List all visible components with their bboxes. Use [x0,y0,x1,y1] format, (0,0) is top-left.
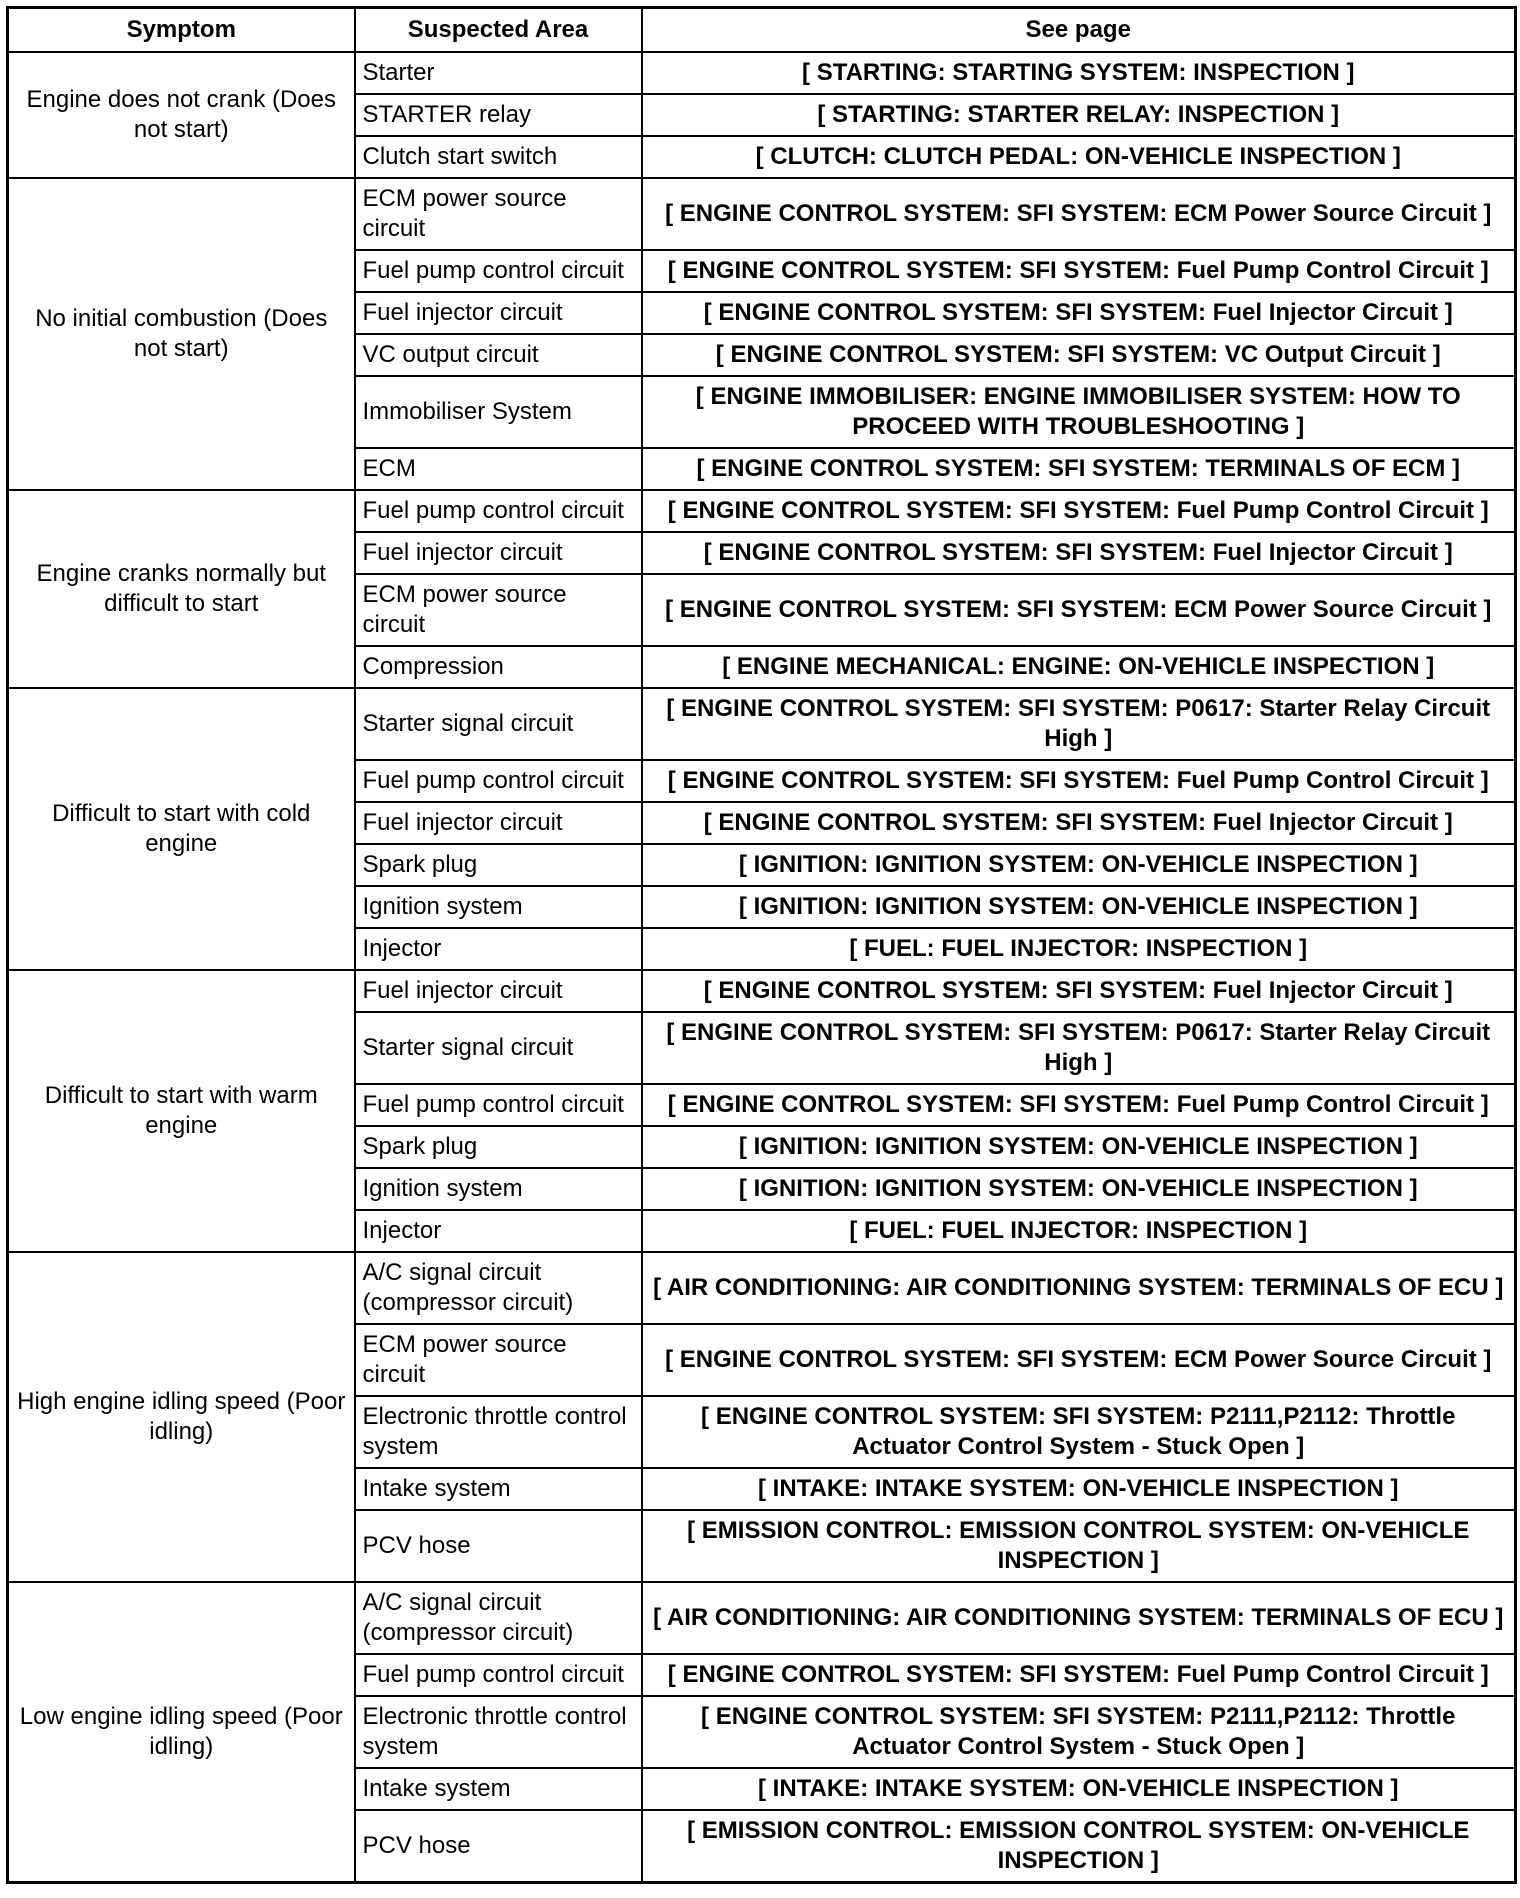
table-row [8,970,1516,1012]
table-row [8,1252,1516,1324]
see-page-link[interactable]: [ ENGINE CONTROL SYSTEM: SFI SYSTEM: Fuel Pump Control Circuit ] [642,1654,1516,1696]
see-page-link[interactable]: [ AIR CONDITIONING: AIR CONDITIONING SYSTEM: TERMINALS OF ECU ] [642,1582,1516,1654]
troubleshooting-table-container [6,6,1514,1884]
see-page-link[interactable]: [ ENGINE MECHANICAL: ENGINE: ON-VEHICLE INSPECTION ] [642,646,1516,688]
see-page-link[interactable]: [ IGNITION: IGNITION SYSTEM: ON-VEHICLE INSPECTION ] [642,886,1516,928]
problem-symptoms-table [6,6,1517,1884]
suspected-area-cell: Immobiliser System [355,376,642,448]
suspected-area-cell: Intake system [355,1468,642,1510]
suspected-area-cell: Injector [355,928,642,970]
suspected-area-cell: Spark plug [355,844,642,886]
suspected-area-cell: Fuel injector circuit [355,802,642,844]
see-page-link[interactable]: [ ENGINE CONTROL SYSTEM: SFI SYSTEM: Fuel Injector Circuit ] [642,970,1516,1012]
suspected-area-cell: Clutch start switch [355,136,642,178]
see-page-link[interactable]: [ INTAKE: INTAKE SYSTEM: ON-VEHICLE INSPECTION ] [642,1468,1516,1510]
suspected-area-cell: ECM power source circuit [355,574,642,646]
suspected-area-cell: Fuel pump control circuit [355,490,642,532]
see-page-link[interactable]: [ IGNITION: IGNITION SYSTEM: ON-VEHICLE INSPECTION ] [642,1168,1516,1210]
suspected-area-cell: Injector [355,1210,642,1252]
see-page-link[interactable]: [ ENGINE CONTROL SYSTEM: SFI SYSTEM: Fuel Injector Circuit ] [642,802,1516,844]
table-row [8,178,1516,250]
suspected-area-cell: STARTER relay [355,94,642,136]
see-page-link[interactable]: [ ENGINE CONTROL SYSTEM: SFI SYSTEM: ECM Power Source Circuit ] [642,574,1516,646]
see-page-link[interactable]: [ ENGINE CONTROL SYSTEM: SFI SYSTEM: ECM Power Source Circuit ] [642,178,1516,250]
header-see-page: See page [642,8,1516,53]
suspected-area-cell: Fuel pump control circuit [355,1084,642,1126]
suspected-area-cell: ECM power source circuit [355,178,642,250]
see-page-link[interactable]: [ ENGINE CONTROL SYSTEM: SFI SYSTEM: P2111,P2112: Throttle Actuator Control System - Stuck Open ] [642,1696,1516,1768]
see-page-link[interactable]: [ ENGINE CONTROL SYSTEM: SFI SYSTEM: Fuel Injector Circuit ] [642,532,1516,574]
symptom-cell: Difficult to start with cold engine [8,688,355,970]
symptom-cell: No initial combustion (Does not start) [8,178,355,490]
table-row [8,52,1516,94]
see-page-link[interactable]: [ STARTING: STARTER RELAY: INSPECTION ] [642,94,1516,136]
suspected-area-cell: ECM power source circuit [355,1324,642,1396]
suspected-area-cell: Fuel pump control circuit [355,250,642,292]
see-page-link[interactable]: [ CLUTCH: CLUTCH PEDAL: ON-VEHICLE INSPECTION ] [642,136,1516,178]
see-page-link[interactable]: [ STARTING: STARTING SYSTEM: INSPECTION ] [642,52,1516,94]
table-row [8,1582,1516,1654]
table-row [8,688,1516,760]
see-page-link[interactable]: [ ENGINE CONTROL SYSTEM: SFI SYSTEM: Fuel Injector Circuit ] [642,292,1516,334]
suspected-area-cell: Spark plug [355,1126,642,1168]
see-page-link[interactable]: [ FUEL: FUEL INJECTOR: INSPECTION ] [642,1210,1516,1252]
header-suspected-area: Suspected Area [355,8,642,53]
table-header-row [8,8,1516,53]
suspected-area-cell: Electronic throttle control system [355,1696,642,1768]
suspected-area-cell: PCV hose [355,1510,642,1582]
table-row [8,490,1516,532]
see-page-link[interactable]: [ ENGINE CONTROL SYSTEM: SFI SYSTEM: TERMINALS OF ECM ] [642,448,1516,490]
suspected-area-cell: A/C signal circuit (compressor circuit) [355,1582,642,1654]
suspected-area-cell: Fuel injector circuit [355,292,642,334]
suspected-area-cell: Ignition system [355,886,642,928]
suspected-area-cell: Starter [355,52,642,94]
suspected-area-cell: Fuel pump control circuit [355,1654,642,1696]
suspected-area-cell: Ignition system [355,1168,642,1210]
see-page-link[interactable]: [ ENGINE CONTROL SYSTEM: SFI SYSTEM: Fuel Pump Control Circuit ] [642,1084,1516,1126]
suspected-area-cell: ECM [355,448,642,490]
see-page-link[interactable]: [ FUEL: FUEL INJECTOR: INSPECTION ] [642,928,1516,970]
see-page-link[interactable]: [ ENGINE CONTROL SYSTEM: SFI SYSTEM: VC Output Circuit ] [642,334,1516,376]
suspected-area-cell: Electronic throttle control system [355,1396,642,1468]
see-page-link[interactable]: [ AIR CONDITIONING: AIR CONDITIONING SYSTEM: TERMINALS OF ECU ] [642,1252,1516,1324]
see-page-link[interactable]: [ ENGINE CONTROL SYSTEM: SFI SYSTEM: P2111,P2112: Throttle Actuator Control System - Stuck Open ] [642,1396,1516,1468]
see-page-link[interactable]: [ ENGINE CONTROL SYSTEM: SFI SYSTEM: Fuel Pump Control Circuit ] [642,490,1516,532]
table-body [8,52,1516,1883]
symptom-cell: Engine does not crank (Does not start) [8,52,355,178]
symptom-cell: Engine cranks normally but difficult to start [8,490,355,688]
suspected-area-cell: Fuel pump control circuit [355,760,642,802]
suspected-area-cell: Fuel injector circuit [355,532,642,574]
symptom-cell: Difficult to start with warm engine [8,970,355,1252]
symptom-cell: Low engine idling speed (Poor idling) [8,1582,355,1883]
see-page-link[interactable]: [ EMISSION CONTROL: EMISSION CONTROL SYSTEM: ON-VEHICLE INSPECTION ] [642,1510,1516,1582]
see-page-link[interactable]: [ ENGINE CONTROL SYSTEM: SFI SYSTEM: Fuel Pump Control Circuit ] [642,760,1516,802]
see-page-link[interactable]: [ ENGINE CONTROL SYSTEM: SFI SYSTEM: Fuel Pump Control Circuit ] [642,250,1516,292]
see-page-link[interactable]: [ IGNITION: IGNITION SYSTEM: ON-VEHICLE INSPECTION ] [642,844,1516,886]
symptom-cell: High engine idling speed (Poor idling) [8,1252,355,1582]
suspected-area-cell: A/C signal circuit (compressor circuit) [355,1252,642,1324]
suspected-area-cell: Intake system [355,1768,642,1810]
see-page-link[interactable]: [ ENGINE IMMOBILISER: ENGINE IMMOBILISER SYSTEM: HOW TO PROCEED WITH TROUBLESHOOTING ] [642,376,1516,448]
suspected-area-cell: VC output circuit [355,334,642,376]
see-page-link[interactable]: [ ENGINE CONTROL SYSTEM: SFI SYSTEM: P0617: Starter Relay Circuit High ] [642,1012,1516,1084]
see-page-link[interactable]: [ EMISSION CONTROL: EMISSION CONTROL SYSTEM: ON-VEHICLE INSPECTION ] [642,1810,1516,1883]
suspected-area-cell: Starter signal circuit [355,1012,642,1084]
see-page-link[interactable]: [ ENGINE CONTROL SYSTEM: SFI SYSTEM: P0617: Starter Relay Circuit High ] [642,688,1516,760]
suspected-area-cell: Fuel injector circuit [355,970,642,1012]
see-page-link[interactable]: [ INTAKE: INTAKE SYSTEM: ON-VEHICLE INSPECTION ] [642,1768,1516,1810]
suspected-area-cell: Starter signal circuit [355,688,642,760]
header-symptom: Symptom [8,8,355,53]
suspected-area-cell: Compression [355,646,642,688]
see-page-link[interactable]: [ ENGINE CONTROL SYSTEM: SFI SYSTEM: ECM Power Source Circuit ] [642,1324,1516,1396]
see-page-link[interactable]: [ IGNITION: IGNITION SYSTEM: ON-VEHICLE INSPECTION ] [642,1126,1516,1168]
suspected-area-cell: PCV hose [355,1810,642,1883]
